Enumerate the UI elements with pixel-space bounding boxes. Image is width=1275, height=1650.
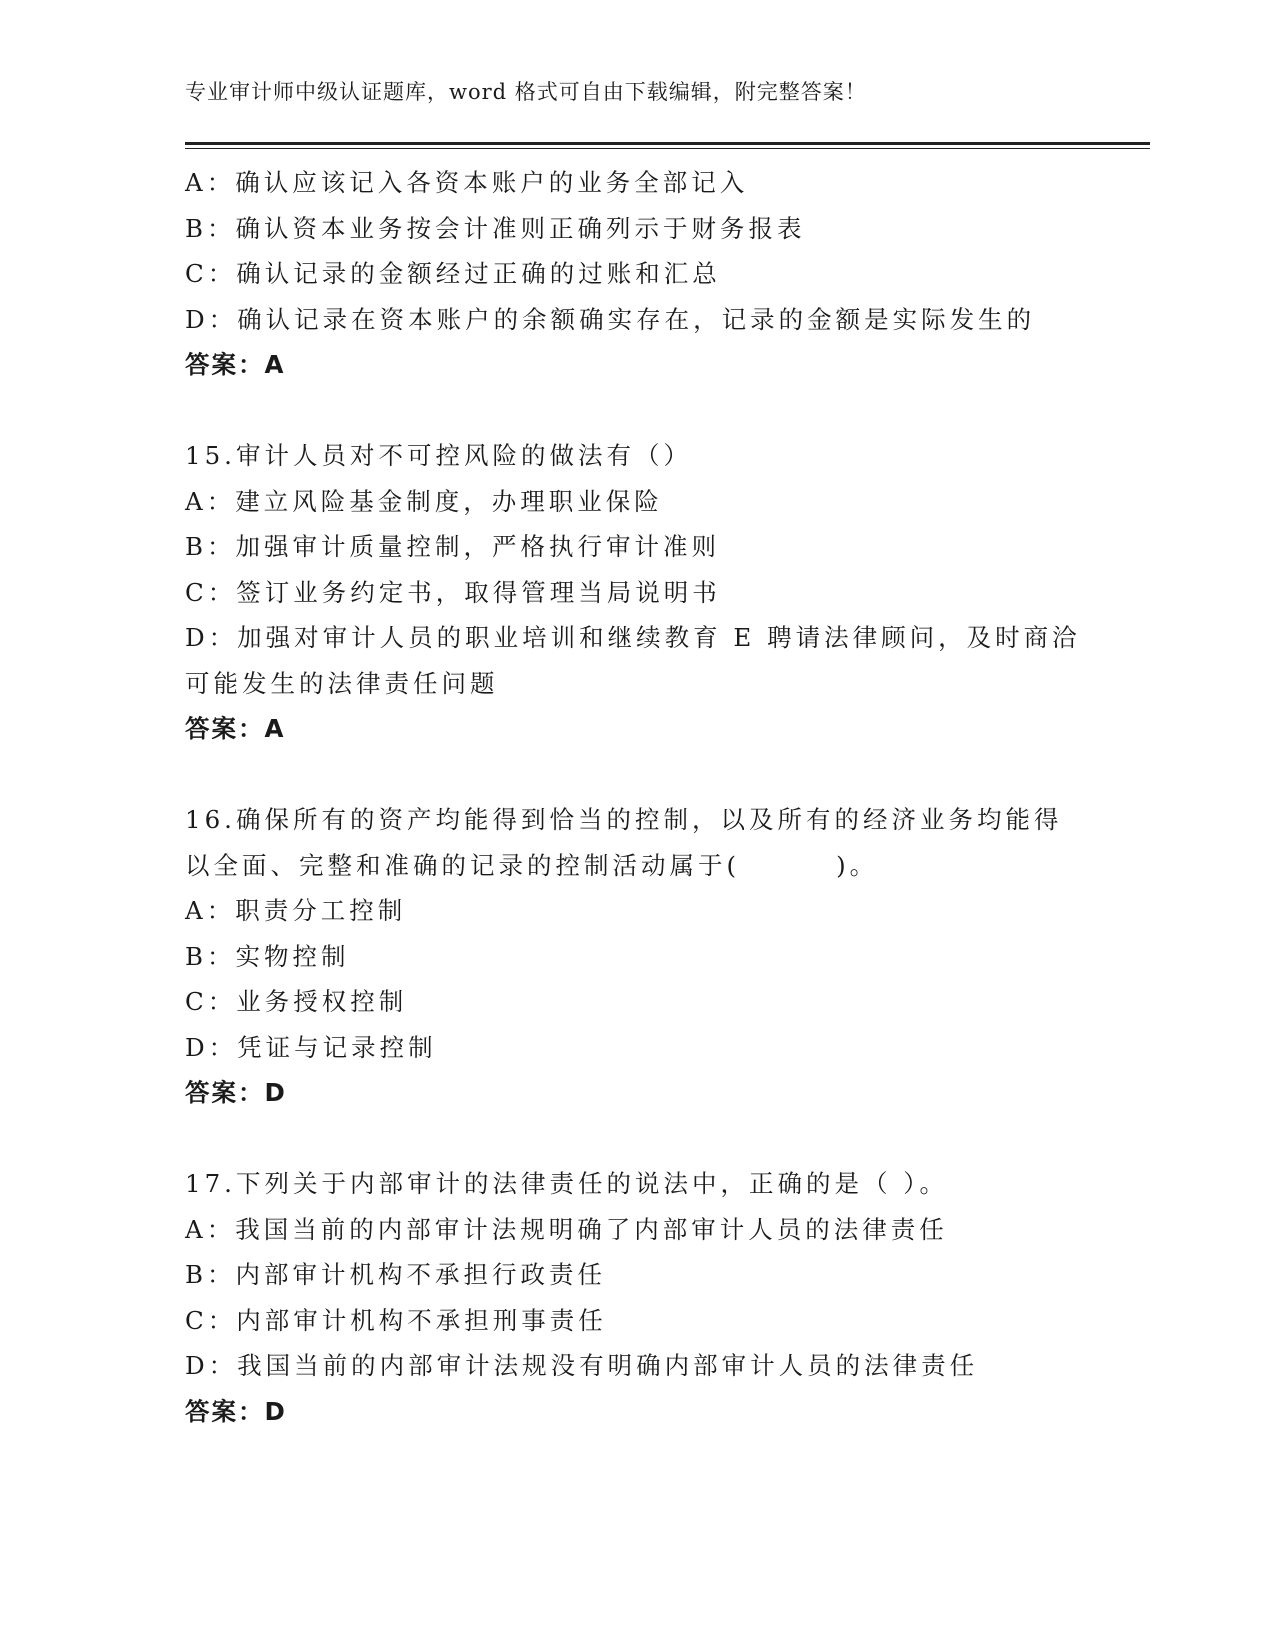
option-c: C：业务授权控制 <box>185 987 408 1016</box>
header-rule-thin <box>185 148 1150 149</box>
option-d-continuation: 可能发生的法律责任问题 <box>185 668 499 698</box>
option-a: A：我国当前的内部审计法规明确了内部审计人员的法律责任 <box>185 1214 948 1244</box>
option-c: C：内部审计机构不承担刑事责任 <box>185 1305 607 1335</box>
option-b: B：确认资本业务按会计准则正确列示于财务报表 <box>185 213 806 243</box>
option-a: A：建立风险基金制度，办理职业保险 <box>185 486 663 516</box>
option-c: C：确认记录的金额经过正确的过账和汇总 <box>185 259 721 288</box>
answer: 答案：D <box>185 1396 287 1426</box>
answer: 答案：A <box>185 714 286 743</box>
option-b: B：实物控制 <box>185 941 350 971</box>
answer: 答案：A <box>185 350 286 379</box>
option-c: C：签订业务约定书，取得管理当局说明书 <box>185 577 721 607</box>
spacer <box>185 1116 1085 1162</box>
option-d: D：确认记录在资本账户的余额确实存在，记录的金额是实际发生的 <box>185 304 1036 334</box>
question-16-stem-cont <box>185 843 1085 889</box>
stem-text: 以全面、完整和准确的记录的控制活动属于( <box>185 850 741 880</box>
option-d: D：凭证与记录控制 <box>185 1032 437 1062</box>
answer: 答案：D <box>185 1078 287 1107</box>
option-a: A：职责分工控制 <box>185 896 407 925</box>
question-content <box>185 160 1085 1434</box>
spacer <box>185 388 1085 434</box>
option-b: B：内部审计机构不承担行政责任 <box>185 1260 607 1289</box>
question-15-stem: 15.审计人员对不可控风险的做法有（） <box>185 441 692 470</box>
question-16-stem: 16.确保所有的资产均能得到恰当的控制，以及所有的经济业务均能得 <box>185 805 1063 834</box>
spacer <box>185 752 1085 798</box>
option-b: B：加强审计质量控制，严格执行审计准则 <box>185 532 721 561</box>
option-a: A：确认应该记入各资本账户的业务全部记入 <box>185 168 749 197</box>
stem-text-end: )。 <box>836 850 879 880</box>
question-17-stem: 17.下列关于内部审计的法律责任的说法中，正确的是（ ）。 <box>185 1169 948 1198</box>
option-d: D：加强对审计人员的职业培训和继续教育 E 聘请法律顾问，及时商洽 <box>185 623 1081 652</box>
option-d: D：我国当前的内部审计法规没有明确内部审计人员的法律责任 <box>185 1351 979 1380</box>
header-rule-thick <box>185 142 1150 145</box>
page-header: 专业审计师中级认证题库，word 格式可自由下载编辑，附完整答案！ <box>185 80 867 104</box>
